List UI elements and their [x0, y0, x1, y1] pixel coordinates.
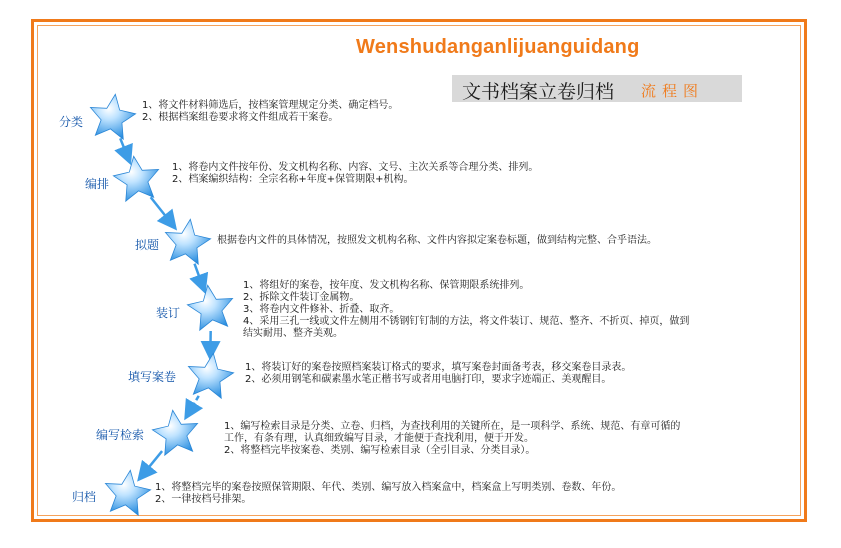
- star-icon: [185, 282, 236, 331]
- description-line: 2、必须用钢笔和碳素墨水笔正楷书写或者用电脑打印，要求字迹端正、美观醒目。: [245, 374, 612, 385]
- step-description: [172, 162, 538, 186]
- star-icon: [111, 153, 162, 202]
- step-description: [245, 362, 631, 386]
- step-label: 编写检索: [96, 428, 145, 442]
- step-label: 归档: [72, 490, 97, 504]
- description-line: 2、拆除文件装订金属物。: [243, 292, 360, 303]
- flow-arrow: [189, 396, 198, 412]
- description-line: 1、将卷内文件按年份、发文机构名称、内容、文号、主次关系等合理分类、排列。: [172, 162, 539, 173]
- description-line: 结实耐用、整齐美观。: [243, 328, 343, 339]
- step-label: 拟题: [135, 238, 160, 252]
- flow-arrow: [195, 264, 203, 285]
- description-line: 2、根据档案组卷要求将文件组成若干案卷。: [142, 112, 339, 123]
- flow-arrow: [151, 197, 171, 222]
- step-label: 分类: [59, 115, 84, 129]
- description-line: 1、将组好的案卷，按年度、发文机构名称、保管期限系统排列。: [243, 280, 530, 291]
- step-label: 编排: [85, 177, 110, 191]
- step-label: 填写案卷: [128, 370, 177, 384]
- step-description: [217, 235, 657, 247]
- step-description: [155, 482, 621, 506]
- step-description: [243, 280, 689, 340]
- diagram-title: Wenshudanganlijuanguidang: [356, 36, 640, 58]
- description-line: 工作，有条有理，认真细致编写目录，才能便于查找利用，便于开发。: [224, 433, 534, 444]
- subtitle-accent: 流程图: [641, 82, 705, 100]
- description-line: 4、采用三孔一线或文件左侧用不锈钢钉钉制的方法，将文件装订、规范、整齐、不折页、掉页，做到: [243, 316, 690, 327]
- flow-arrow: [120, 138, 127, 155]
- step-description: [224, 421, 680, 457]
- description-line: 根据卷内文件的具体情况，按照发文机构名称、文件内容拟定案卷标题，做到结构完整、合乎语法。: [217, 235, 657, 246]
- description-line: 1、将文件材料筛选后，按档案管理规定分类、确定档号。: [142, 100, 399, 111]
- description-line: 3、将卷内文件修补、折叠、取齐。: [243, 304, 400, 315]
- step-label: 装订: [156, 306, 181, 320]
- star-icon: [162, 216, 213, 265]
- description-line: 2、将整档完毕按案卷、类别、编写检索目录（全引目录、分类目录）。: [224, 445, 536, 456]
- star-icon: [102, 467, 153, 516]
- description-line: 1、编写检索目录是分类、立卷、归档，为查找利用的关键所在，是一项科学、系统、规范、有章可循的: [224, 421, 681, 432]
- step-description: [142, 100, 398, 124]
- description-line: 2、一律按档号排架。: [155, 494, 252, 505]
- description-line: 1、将装订好的案卷按照档案装订格式的要求，填写案卷封面备考表，移交案卷目录表。: [245, 362, 632, 373]
- subtitle-main: 文书档案立卷归档: [462, 81, 615, 103]
- description-line: 1、将整档完毕的案卷按照保管期限、年代、类别、编写放入档案盒中，档案盒上写明类别、卷数、年份。: [155, 482, 622, 493]
- description-line: 2、档案编织结构：全宗名称+年度+保管期限+机构。: [172, 174, 414, 185]
- star-icon: [185, 350, 236, 399]
- star-icon: [150, 407, 201, 456]
- star-icon: [87, 91, 138, 140]
- flow-arrow: [143, 451, 162, 474]
